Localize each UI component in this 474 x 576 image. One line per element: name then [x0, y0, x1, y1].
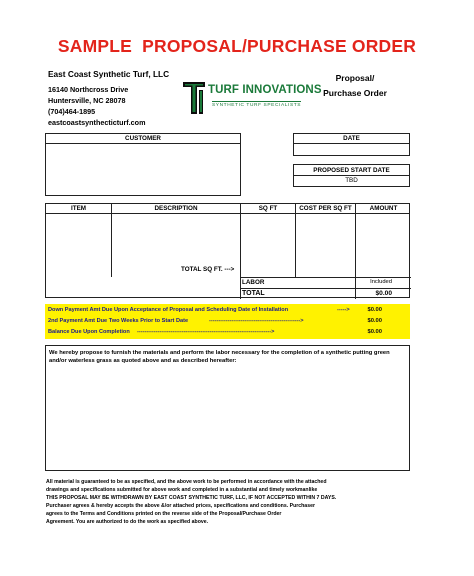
- date-field[interactable]: [296, 145, 407, 154]
- logo-tagline: SYNTHETIC TURF SPECIALISTS: [212, 103, 302, 108]
- payment-row-down-amount[interactable]: $0.00: [367, 307, 382, 313]
- start-date-value[interactable]: TBD: [345, 177, 358, 184]
- payment-row-down-arrow: ----->: [337, 307, 350, 313]
- proposal-description-box[interactable]: [45, 345, 410, 471]
- payment-row-second-amount[interactable]: $0.00: [367, 318, 382, 324]
- payment-row-down-label: Down Payment Amt Due Upon Acceptance of Proposal and Scheduling Date of Installation: [48, 307, 289, 313]
- document-type-line1: Proposal/: [335, 73, 375, 83]
- customer-header: CUSTOMER: [125, 135, 161, 142]
- items-header-sqft: SQ FT: [258, 205, 278, 212]
- terms-footer: [46, 479, 416, 526]
- payment-row-second-arrow: ------------------------------------------------->: [209, 318, 304, 324]
- payment-row-second-label: 2nd Payment Amt Due Two Weeks Prior to Start Date: [48, 318, 189, 324]
- company-address-line1: 16140 Northcross Drive: [48, 85, 129, 94]
- payment-row-balance-label: Balance Due Upon Completion: [48, 329, 130, 335]
- terms-line: agrees to the Terms and Conditions printed on the reverse side of the Proposal/Purchase Order: [46, 510, 282, 517]
- turf-logo-icon: [181, 81, 207, 115]
- company-address-line2: Huntersville, NC 28078: [48, 96, 126, 105]
- customer-field[interactable]: [48, 146, 238, 194]
- customer-box: [45, 133, 241, 196]
- proposal-statement: We hereby propose to furnish the materials and perform the labor necessary for the completion of a synthetic putting green and/or waterless grass as quoted above and as described hereafter:: [49, 350, 390, 365]
- payment-schedule: [45, 304, 410, 339]
- company-website: eastcoastsynthecticturf.com: [48, 118, 146, 127]
- document-type-line2: Purchase Order: [323, 88, 387, 98]
- terms-line: drawings and specifications submitted for above work and completed in a substantial and timely workmanlike: [46, 486, 318, 493]
- terms-line: THIS PROPOSAL MAY BE WITHDRAWN BY EAST COAST SYNTHETIC TURF, LLC, IF NOT ACCEPTED WITHIN 7 DAYS.: [46, 494, 337, 501]
- page-title: SAMPLE PROPOSAL/PURCHASE ORDER: [57, 36, 417, 56]
- date-box: [293, 133, 410, 156]
- items-header-amount: AMOUNT: [369, 205, 398, 212]
- items-header-cost-per-sqft: COST PER SQ FT: [299, 205, 352, 212]
- payment-row-balance-arrow: ------------------------------------------------------------------------>: [137, 329, 275, 335]
- labor-value: Included: [370, 279, 392, 285]
- start-date-header: PROPOSED START DATE: [313, 167, 390, 174]
- items-header-description: DESCRIPTION: [154, 205, 198, 212]
- total-label: TOTAL: [242, 290, 265, 297]
- total-value: $0.00: [375, 290, 392, 297]
- items-header-item: ITEM: [70, 205, 87, 212]
- terms-line: Agreement. You are authorized to do the work as specified above.: [46, 518, 209, 525]
- payment-row-balance-amount[interactable]: $0.00: [367, 329, 382, 335]
- start-date-box: [293, 164, 410, 187]
- date-header: DATE: [343, 135, 360, 142]
- terms-line: All material is guaranteed to be as specified, and the above work to be performed in accordance with the attached: [46, 479, 327, 485]
- company-name: East Coast Synthetic Turf, LLC: [48, 69, 170, 79]
- total-sqft-label: TOTAL SQ FT. --->: [181, 266, 235, 273]
- items-table: [45, 203, 410, 298]
- terms-line: Purchaser agrees & hereby accepts the above &/or attached prices, specifications and conditions. Purchaser: [46, 502, 315, 509]
- company-logo: [181, 81, 322, 115]
- labor-label: LABOR: [242, 279, 265, 286]
- logo-wordmark: TURF INNOVATIONS: [208, 84, 322, 96]
- company-phone: (704)464-1895: [48, 107, 96, 116]
- document-type-label: [315, 71, 395, 101]
